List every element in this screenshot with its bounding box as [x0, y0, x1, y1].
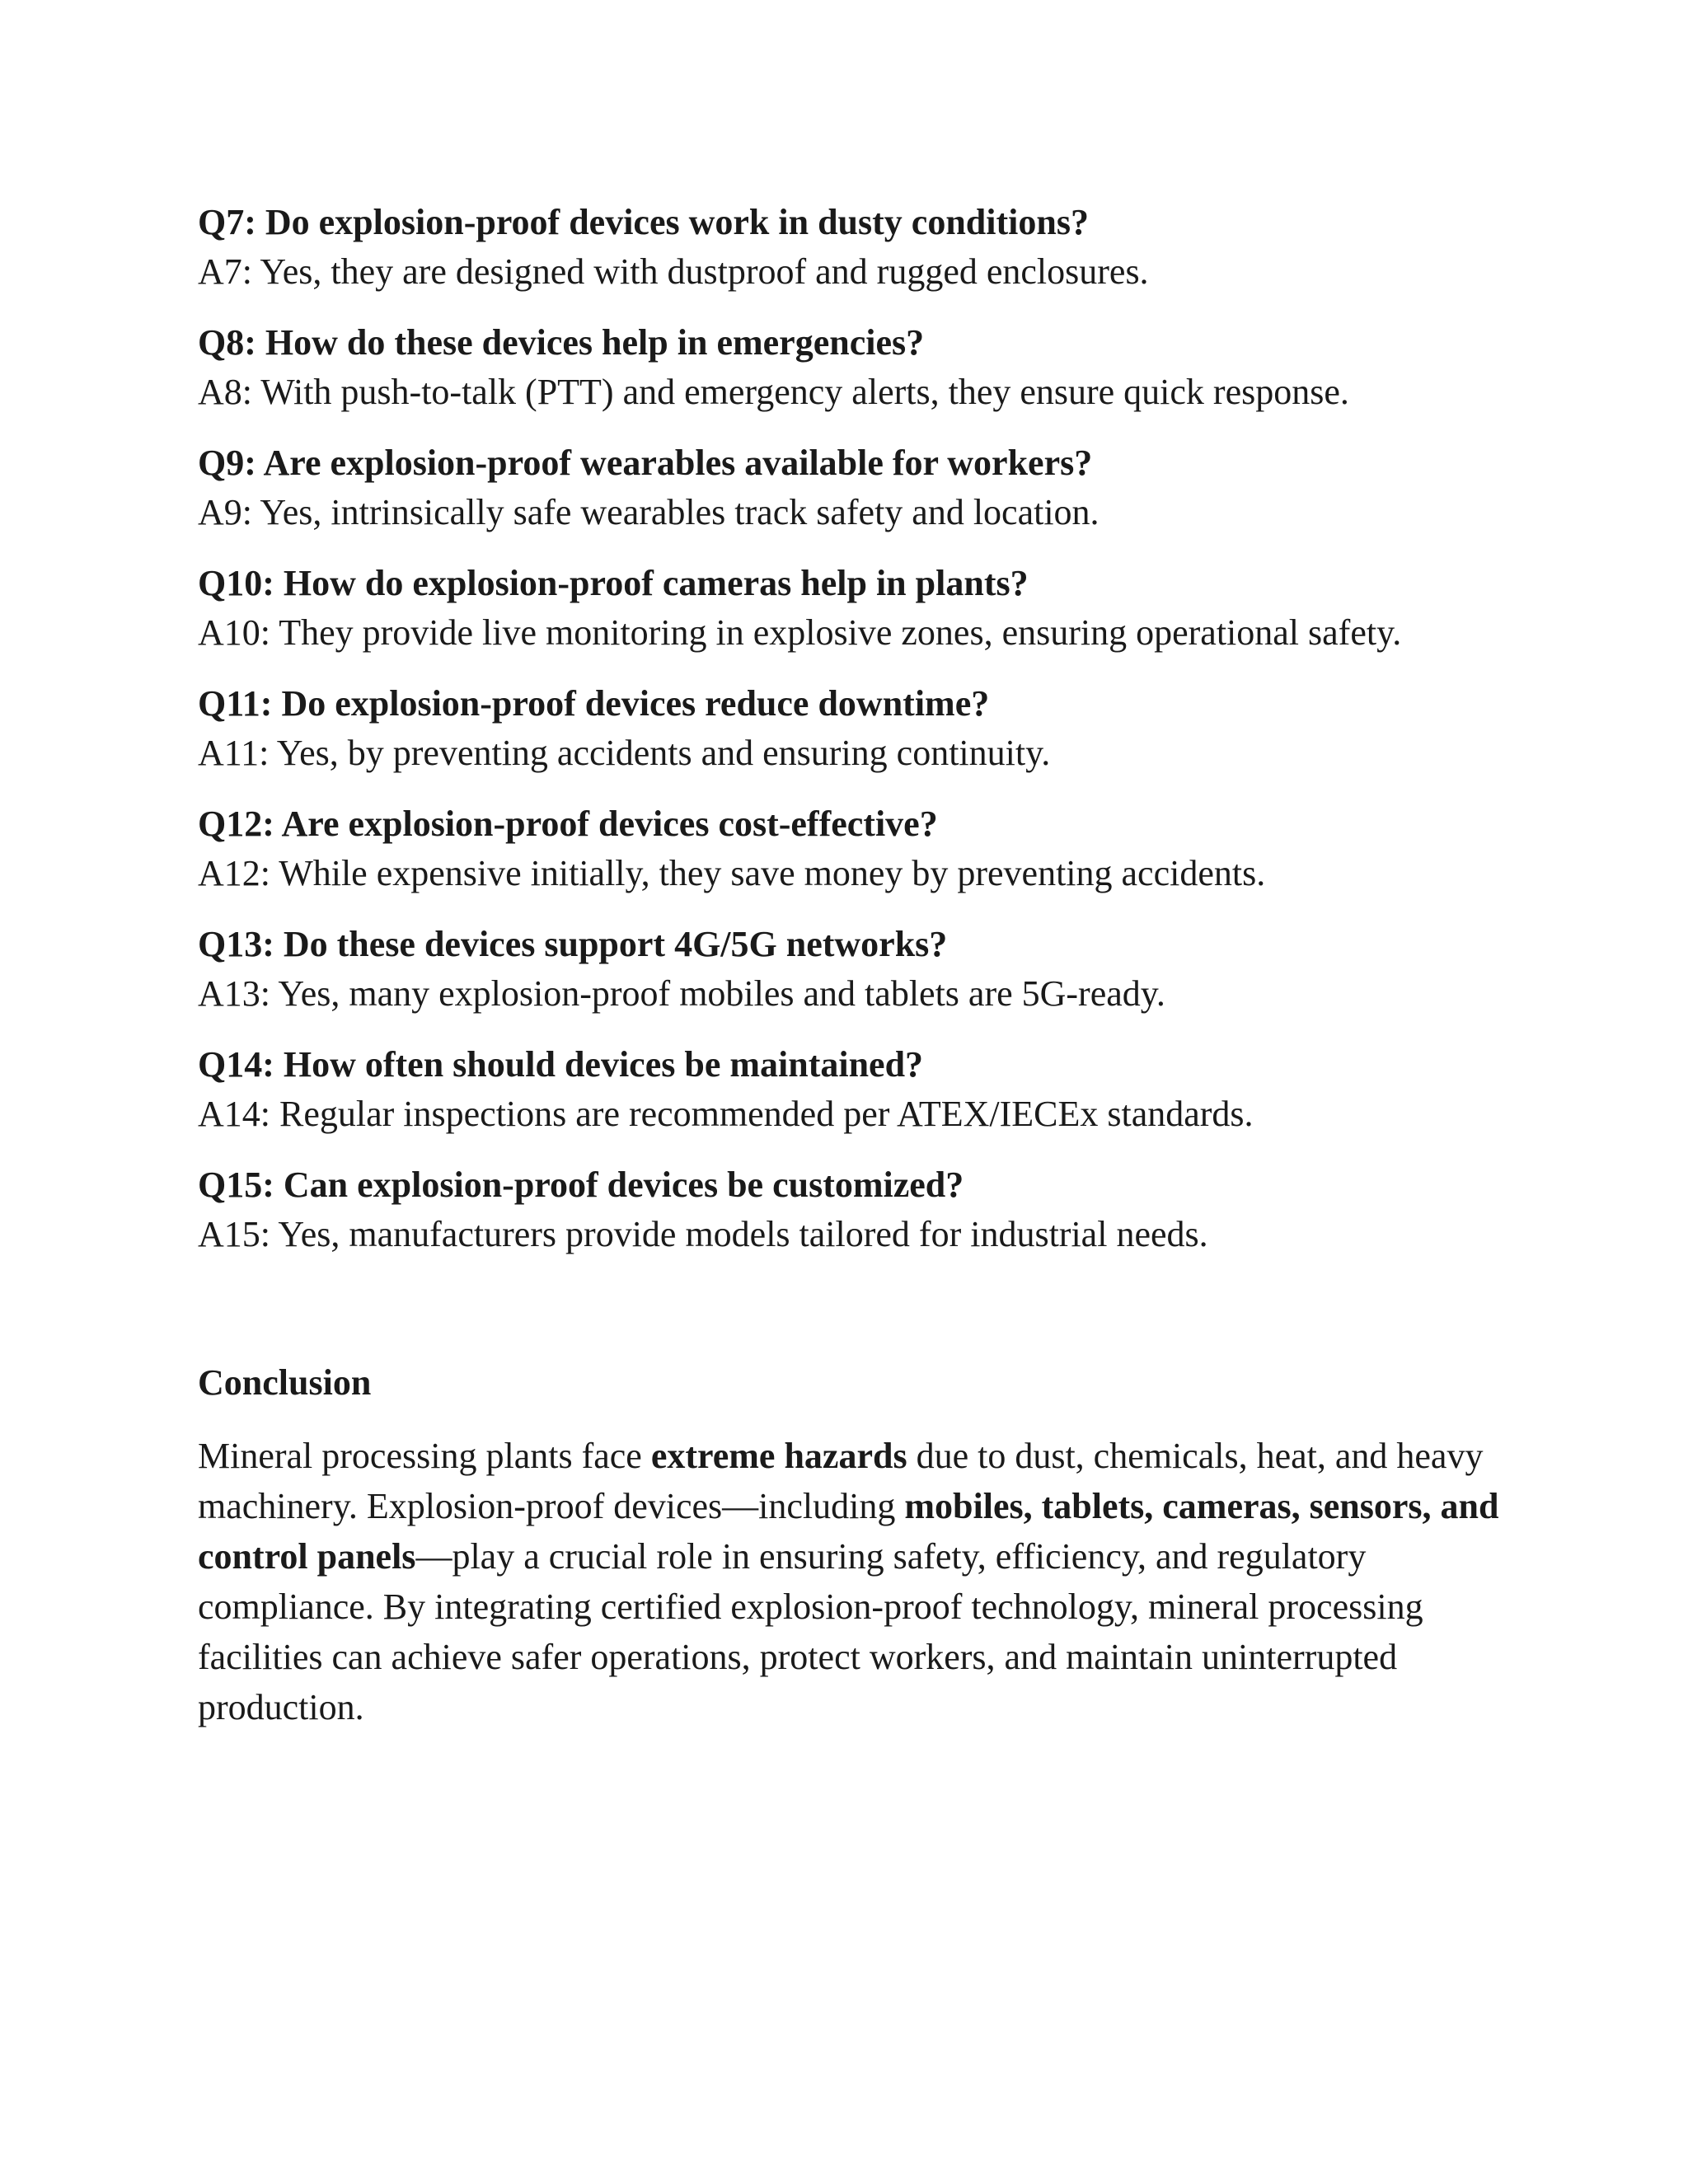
faq-question: Q8: How do these devices help in emergencies?: [198, 322, 925, 363]
faq-question: Q9: Are explosion-proof wearables available for workers?: [198, 443, 1093, 483]
conclusion-text: due to dust, chemicals, heat, and heavy machinery. Explosion-proof devices—including: [198, 1436, 1484, 1526]
faq-question: Q15: Can explosion-proof devices be customized?: [198, 1165, 964, 1205]
conclusion-text: Mineral processing plants face: [198, 1436, 651, 1476]
faq-question: Q11: Do explosion-proof devices reduce downtime?: [198, 683, 990, 724]
faq-item-q10: [198, 559, 1500, 658]
faq-question: Q14: How often should devices be maintained?: [198, 1044, 924, 1085]
faq-item-q15: [198, 1160, 1500, 1259]
faq-question: Q13: Do these devices support 4G/5G networks?: [198, 924, 948, 964]
document-page: [198, 198, 1500, 1732]
faq-answer: A12: While expensive initially, they save money by preventing accidents.: [198, 853, 1266, 893]
faq-answer: A14: Regular inspections are recommended per ATEX/IECEx standards.: [198, 1094, 1254, 1134]
faq-answer: A13: Yes, many explosion-proof mobiles and tablets are 5G-ready.: [198, 973, 1165, 1014]
faq-answer: A8: With push-to-talk (PTT) and emergency alerts, they ensure quick response.: [198, 372, 1349, 412]
faq-answer: A10: They provide live monitoring in explosive zones, ensuring operational safety.: [198, 612, 1402, 653]
faq-answer: A7: Yes, they are designed with dustproof and rugged enclosures.: [198, 251, 1149, 292]
faq-item-q7: [198, 198, 1500, 297]
faq-item-q9: [198, 438, 1500, 537]
faq-answer: A11: Yes, by preventing accidents and ensuring continuity.: [198, 733, 1051, 773]
faq-question: Q7: Do explosion-proof devices work in dusty conditions?: [198, 202, 1089, 242]
faq-item-q14: [198, 1040, 1500, 1139]
conclusion-paragraph: [198, 1431, 1500, 1732]
faq-answer: A15: Yes, manufacturers provide models tailored for industrial needs.: [198, 1214, 1208, 1254]
faq-answer: A9: Yes, intrinsically safe wearables track safety and location.: [198, 492, 1100, 532]
faq-question: Q12: Are explosion-proof devices cost-effective?: [198, 804, 938, 844]
faq-item-q12: [198, 799, 1500, 898]
faq-question: Q10: How do explosion-proof cameras help in plants?: [198, 563, 1029, 603]
faq-item-q13: [198, 920, 1500, 1019]
conclusion-bold-text: extreme hazards: [650, 1436, 907, 1476]
conclusion-bold-text: mobiles, tablets, cameras, sensors, and control panels: [198, 1486, 1499, 1577]
conclusion-text: —play a crucial role in ensuring safety, efficiency, and regulatory compliance. By integrating certified explosion-proof technology, mineral processing facilities can achieve safer operations, protect workers, and maintain uninterrupted production.: [198, 1536, 1423, 1727]
faq-item-q11: [198, 679, 1500, 778]
faq-item-q8: [198, 318, 1500, 417]
conclusion-heading: Conclusion: [198, 1362, 372, 1403]
